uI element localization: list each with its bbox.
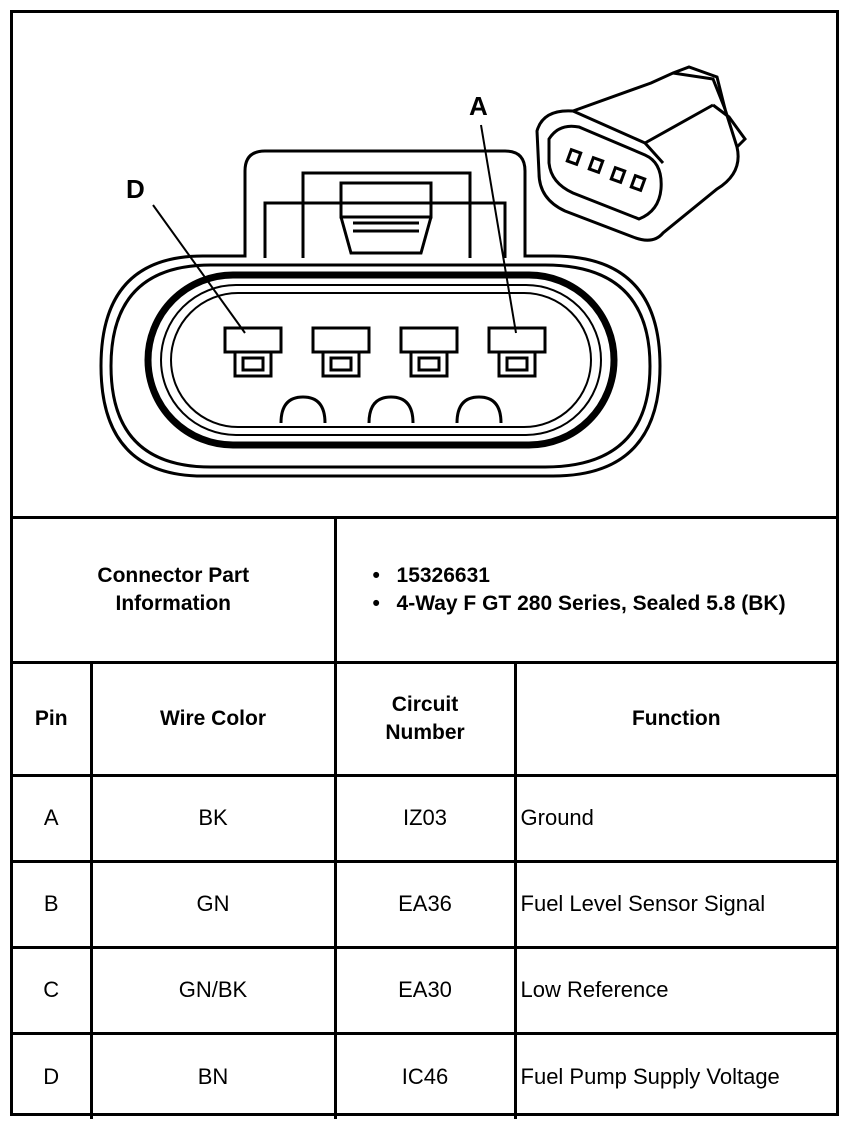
table-row [13, 947, 836, 1033]
connector-illustration [13, 13, 836, 519]
callout-d-label: D [126, 174, 145, 204]
connector-sheet [10, 10, 839, 1116]
wire-color-cell: BK [91, 775, 335, 861]
circuit-number-cell: IC46 [335, 1033, 515, 1119]
function-cell: Fuel Pump Supply Voltage [515, 1033, 836, 1119]
function-cell: Ground [515, 775, 836, 861]
connector-drawing [13, 13, 836, 516]
terminal-b [401, 328, 457, 376]
connector-thumbnail [537, 67, 745, 240]
header-pin: Pin [13, 662, 91, 775]
wire-color-cell: GN [91, 861, 335, 947]
part-info-row [13, 519, 836, 662]
wire-color-cell: BN [91, 1033, 335, 1119]
function-cell: Fuel Level Sensor Signal [515, 861, 836, 947]
table-row [13, 775, 836, 861]
circuit-number-cell: IZ03 [335, 775, 515, 861]
pin-cell: B [13, 861, 91, 947]
pin-cell: D [13, 1033, 91, 1119]
terminal-c [313, 328, 369, 376]
part-number: • 15326631 [397, 562, 837, 590]
header-wire-color: Wire Color [91, 662, 335, 775]
leader-line-a [481, 125, 516, 333]
leader-line-d [153, 205, 245, 333]
part-info-label: Connector Part Information [13, 519, 335, 662]
pin-cell: C [13, 947, 91, 1033]
callout-a-label: A [469, 91, 488, 121]
header-circuit-number: Circuit Number [335, 662, 515, 775]
wire-color-cell: GN/BK [91, 947, 335, 1033]
table-header-row [13, 662, 836, 775]
pin-cell: A [13, 775, 91, 861]
terminal-a [489, 328, 545, 376]
header-function: Function [515, 662, 836, 775]
table-row [13, 1033, 836, 1119]
part-description: • 4-Way F GT 280 Series, Sealed 5.8 (BK) [397, 590, 837, 618]
function-cell: Low Reference [515, 947, 836, 1033]
connector-pin-table [13, 519, 836, 1119]
part-info-values [335, 519, 836, 662]
table-row [13, 861, 836, 947]
circuit-number-cell: EA30 [335, 947, 515, 1033]
terminal-d [225, 328, 281, 376]
circuit-number-cell: EA36 [335, 861, 515, 947]
